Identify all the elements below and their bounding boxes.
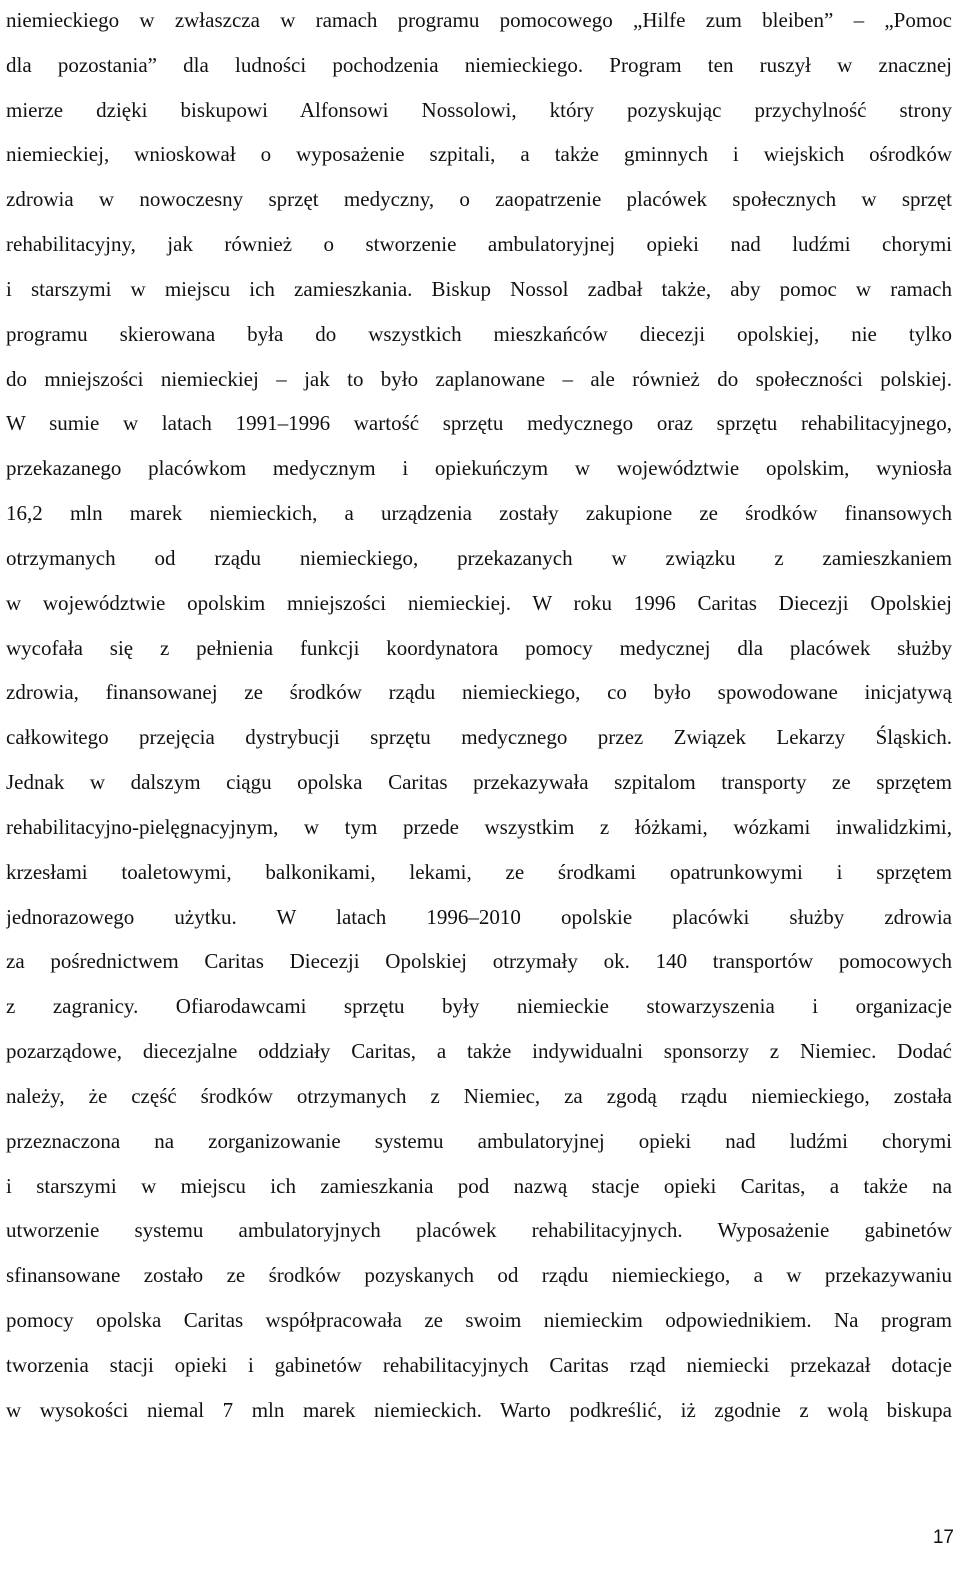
page-number: 17 <box>932 1527 954 1548</box>
text-line: niemieckiego w zwłaszcza w ramach programu pomocowego „Hilfe zum bleiben” – „Pomoc <box>6 8 952 32</box>
text-line: z zagranicy. Ofiarodawcami sprzętu były niemieckie stowarzyszenia i organizacje <box>6 994 952 1018</box>
text-line: rehabilitacyjno-pielęgnacyjnym, w tym przede wszystkim z łóżkami, wózkami inwalidzkimi, <box>6 815 952 839</box>
text-line: za pośrednictwem Caritas Diecezji Opolskiej otrzymały ok. 140 transportów pomocowych <box>6 949 952 973</box>
text-line: dla pozostania” dla ludności pochodzenia niemieckiego. Program ten ruszył w znacznej <box>6 53 952 77</box>
text-line: i starszymi w miejscu ich zamieszkania pod nazwą stacje opieki Caritas, a także na <box>6 1174 952 1198</box>
text-line: w województwie opolskim mniejszości niemieckiej. W roku 1996 Caritas Diecezji Opolskiej <box>6 591 952 615</box>
text-line: W sumie w latach 1991–1996 wartość sprzętu medycznego oraz sprzętu rehabilitacyjnego, <box>6 411 952 435</box>
text-line: zdrowia, finansowanej ze środków rządu niemieckiego, co było spowodowane inicjatywą <box>6 680 952 704</box>
text-line: tworzenia stacji opieki i gabinetów rehabilitacyjnych Caritas rząd niemiecki przekazał dotacje <box>6 1353 952 1377</box>
text-line: zdrowia w nowoczesny sprzęt medyczny, o zaopatrzenie placówek społecznych w sprzęt <box>6 187 952 211</box>
text-line: jednorazowego użytku. W latach 1996–2010 opolskie placówki służby zdrowia <box>6 905 952 929</box>
text-line: 16,2 mln marek niemieckich, a urządzenia zostały zakupione ze środków finansowych <box>6 501 952 525</box>
text-line: należy, że część środków otrzymanych z Niemiec, za zgodą rządu niemieckiego, została <box>6 1084 952 1108</box>
text-line: utworzenie systemu ambulatoryjnych placówek rehabilitacyjnych. Wyposażenie gabinetów <box>6 1218 952 1242</box>
text-line: Jednak w dalszym ciągu opolska Caritas przekazywała szpitalom transporty ze sprzętem <box>6 770 952 794</box>
text-line: otrzymanych od rządu niemieckiego, przekazanych w związku z zamieszkaniem <box>6 546 952 570</box>
text-line: sfinansowane zostało ze środków pozyskanych od rządu niemieckiego, a w przekazywaniu <box>6 1263 952 1287</box>
text-line: pomocy opolska Caritas współpracowała ze swoim niemieckim odpowiednikiem. Na program <box>6 1308 952 1332</box>
text-line: wycofała się z pełnienia funkcji koordynatora pomocy medycznej dla placówek służby <box>6 636 952 660</box>
text-line: rehabilitacyjny, jak również o stworzenie ambulatoryjnej opieki nad ludźmi chorymi <box>6 232 952 256</box>
text-line: i starszymi w miejscu ich zamieszkania. Biskup Nossol zadbał także, aby pomoc w ramach <box>6 277 952 301</box>
text-line: przekazanego placówkom medycznym i opiekuńczym w województwie opolskim, wyniosła <box>6 456 952 480</box>
text-line: mierze dzięki biskupowi Alfonsowi Nossolowi, który pozyskując przychylność strony <box>6 98 952 122</box>
text-line: całkowitego przejęcia dystrybucji sprzętu medycznego przez Związek Lekarzy Śląskich. <box>6 725 952 749</box>
text-line: w wysokości niemal 7 mln marek niemieckich. Warto podkreślić, iż zgodnie z wolą biskupa <box>6 1398 952 1422</box>
text-line: krzesłami toaletowymi, balkonikami, lekami, ze środkami opatrunkowymi i sprzętem <box>6 860 952 884</box>
text-line: do mniejszości niemieckiej – jak to było zaplanowane – ale również do społeczności polskiej. <box>6 367 952 391</box>
text-line: przeznaczona na zorganizowanie systemu ambulatoryjnej opieki nad ludźmi chorymi <box>6 1129 952 1153</box>
text-line: pozarządowe, diecezjalne oddziały Caritas, a także indywidualni sponsorzy z Niemiec. Dodać <box>6 1039 952 1063</box>
text-line: niemieckiej, wnioskował o wyposażenie szpitali, a także gminnych i wiejskich ośrodków <box>6 142 952 166</box>
text-line: programu skierowana była do wszystkich mieszkańców diecezji opolskiej, nie tylko <box>6 322 952 346</box>
